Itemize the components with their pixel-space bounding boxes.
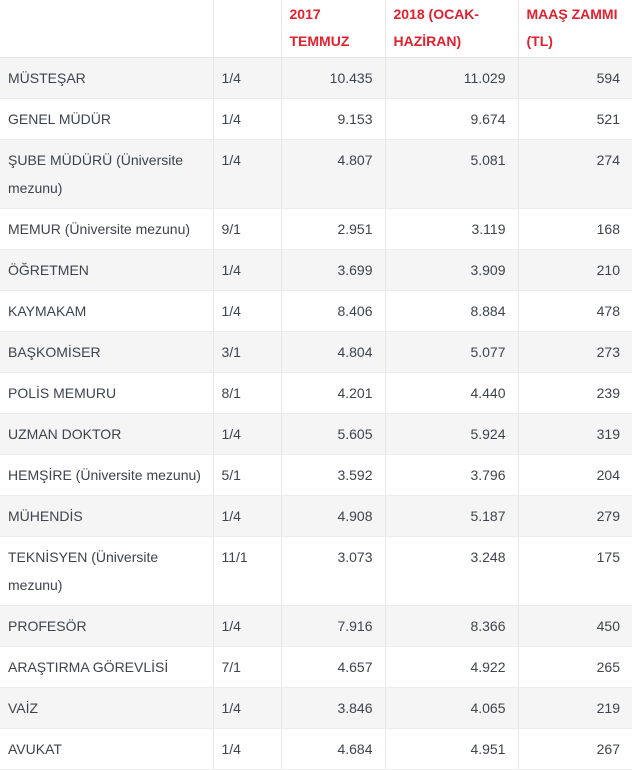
cell-salary-2017: 4.684 [281, 729, 385, 770]
cell-title: UZMAN DOKTOR [0, 414, 213, 455]
cell-raise-tl: 521 [518, 99, 632, 140]
cell-title: VAİZ [0, 688, 213, 729]
cell-salary-2017: 7.916 [281, 606, 385, 647]
cell-raise-tl: 478 [518, 291, 632, 332]
table-row [0, 647, 632, 688]
cell-grade: 9/1 [213, 209, 281, 250]
cell-salary-2018: 5.077 [385, 332, 518, 373]
table-row [0, 209, 632, 250]
cell-title: MÜSTEŞAR [0, 58, 213, 99]
table-row [0, 99, 632, 140]
table-row [0, 332, 632, 373]
cell-raise-tl: 175 [518, 537, 632, 606]
header-2017-temmuz: 2017 TEMMUZ [281, 0, 385, 58]
cell-salary-2018: 3.119 [385, 209, 518, 250]
cell-grade: 1/4 [213, 250, 281, 291]
table-row [0, 537, 632, 606]
table-row [0, 455, 632, 496]
cell-salary-2017: 9.153 [281, 99, 385, 140]
cell-salary-2017: 4.657 [281, 647, 385, 688]
table-row [0, 373, 632, 414]
cell-salary-2018: 11.029 [385, 58, 518, 99]
cell-salary-2017: 3.846 [281, 688, 385, 729]
cell-title: GENEL MÜDÜR [0, 99, 213, 140]
cell-grade: 1/4 [213, 606, 281, 647]
cell-salary-2018: 5.187 [385, 496, 518, 537]
header-grade [213, 0, 281, 58]
cell-raise-tl: 319 [518, 414, 632, 455]
cell-title: POLİS MEMURU [0, 373, 213, 414]
cell-salary-2017: 8.406 [281, 291, 385, 332]
cell-salary-2017: 3.592 [281, 455, 385, 496]
cell-title: AVUKAT [0, 729, 213, 770]
table-row [0, 606, 632, 647]
cell-salary-2018: 3.248 [385, 537, 518, 606]
cell-salary-2017: 3.073 [281, 537, 385, 606]
table-row [0, 250, 632, 291]
table-row [0, 729, 632, 770]
header-maas-zammi: MAAŞ ZAMMI (TL) [518, 0, 632, 58]
cell-salary-2018: 5.081 [385, 140, 518, 209]
cell-title: MÜHENDİS [0, 496, 213, 537]
cell-salary-2018: 3.796 [385, 455, 518, 496]
cell-salary-2017: 4.807 [281, 140, 385, 209]
cell-salary-2018: 9.674 [385, 99, 518, 140]
cell-raise-tl: 279 [518, 496, 632, 537]
table-row [0, 688, 632, 729]
cell-salary-2018: 8.366 [385, 606, 518, 647]
cell-salary-2017: 10.435 [281, 58, 385, 99]
cell-raise-tl: 267 [518, 729, 632, 770]
cell-salary-2017: 3.699 [281, 250, 385, 291]
cell-raise-tl: 168 [518, 209, 632, 250]
cell-title: HEMŞİRE (Üniversite mezunu) [0, 455, 213, 496]
cell-salary-2017: 5.605 [281, 414, 385, 455]
cell-grade: 1/4 [213, 729, 281, 770]
cell-raise-tl: 265 [518, 647, 632, 688]
cell-grade: 11/1 [213, 537, 281, 606]
cell-grade: 3/1 [213, 332, 281, 373]
cell-grade: 1/4 [213, 291, 281, 332]
cell-title: MEMUR (Üniversite mezunu) [0, 209, 213, 250]
cell-title: ARAŞTIRMA GÖREVLİSİ [0, 647, 213, 688]
cell-grade: 8/1 [213, 373, 281, 414]
table-row [0, 140, 632, 209]
table-header [0, 0, 632, 58]
table-row [0, 291, 632, 332]
cell-grade: 7/1 [213, 647, 281, 688]
header-row [0, 0, 632, 58]
cell-title: BAŞKOMİSER [0, 332, 213, 373]
cell-salary-2018: 3.909 [385, 250, 518, 291]
cell-raise-tl: 204 [518, 455, 632, 496]
cell-grade: 1/4 [213, 496, 281, 537]
cell-grade: 5/1 [213, 455, 281, 496]
cell-raise-tl: 274 [518, 140, 632, 209]
cell-salary-2018: 4.065 [385, 688, 518, 729]
cell-salary-2018: 8.884 [385, 291, 518, 332]
cell-salary-2017: 4.908 [281, 496, 385, 537]
cell-grade: 1/4 [213, 414, 281, 455]
cell-raise-tl: 273 [518, 332, 632, 373]
cell-grade: 1/4 [213, 688, 281, 729]
cell-title: TEKNİSYEN (Üniversite mezunu) [0, 537, 213, 606]
cell-raise-tl: 594 [518, 58, 632, 99]
cell-grade: 1/4 [213, 99, 281, 140]
cell-raise-tl: 219 [518, 688, 632, 729]
table-row [0, 58, 632, 99]
cell-raise-tl: 239 [518, 373, 632, 414]
cell-grade: 1/4 [213, 140, 281, 209]
table-row [0, 496, 632, 537]
cell-salary-2017: 4.804 [281, 332, 385, 373]
cell-title: PROFESÖR [0, 606, 213, 647]
header-2018-ocak-haziran: 2018 (OCAK-HAZİRAN) [385, 0, 518, 58]
table-body [0, 58, 632, 770]
cell-salary-2017: 4.201 [281, 373, 385, 414]
cell-raise-tl: 450 [518, 606, 632, 647]
cell-salary-2018: 5.924 [385, 414, 518, 455]
cell-salary-2018: 4.922 [385, 647, 518, 688]
cell-salary-2017: 2.951 [281, 209, 385, 250]
cell-salary-2018: 4.440 [385, 373, 518, 414]
cell-raise-tl: 210 [518, 250, 632, 291]
cell-title: KAYMAKAM [0, 291, 213, 332]
header-title [0, 0, 213, 58]
cell-grade: 1/4 [213, 58, 281, 99]
cell-title: ÖĞRETMEN [0, 250, 213, 291]
cell-title: ŞUBE MÜDÜRÜ (Üniversite mezunu) [0, 140, 213, 209]
cell-salary-2018: 4.951 [385, 729, 518, 770]
table-row [0, 414, 632, 455]
